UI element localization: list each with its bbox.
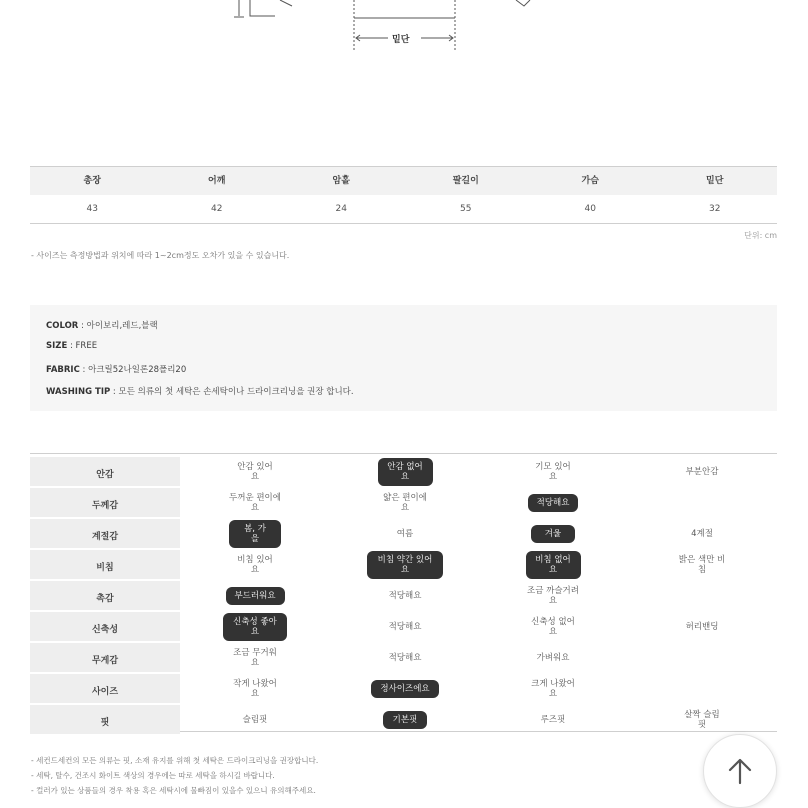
fabric-option: 크게 나왔어 요 xyxy=(531,678,575,699)
fabric-option: 여름 xyxy=(396,528,414,539)
fabric-option-selected: 봄, 가 을 xyxy=(229,520,281,548)
fabric-option-selected: 신축성 좋아 요 xyxy=(223,613,287,641)
size-value-cell: 24 xyxy=(335,204,347,214)
fabric-row-label: 촉감 xyxy=(96,594,114,604)
fabric-option: 루즈핏 xyxy=(540,714,566,725)
fabric-option: 조금 무거워 요 xyxy=(233,647,277,668)
scroll-top-button[interactable] xyxy=(703,734,777,808)
fabric-option: 안감 있어 요 xyxy=(237,461,273,482)
fabric-option: 얇은 편이에 요 xyxy=(383,492,427,513)
info-fabric-value: : 아크릴52나일론28폴리20 xyxy=(79,365,187,375)
fabric-option-selected: 비침 약간 있어 요 xyxy=(367,551,443,579)
info-washing xyxy=(46,385,354,397)
fabric-option: 적당해요 xyxy=(388,590,422,601)
fabric-option-selected: 기본핏 xyxy=(383,711,427,729)
fabric-option: 비침 있어 요 xyxy=(237,554,273,575)
fabric-row-label: 핏 xyxy=(100,718,110,728)
arrow-up-icon xyxy=(727,757,753,785)
care-note: - 컬러가 있는 상품들의 경우 착용 혹은 세탁시에 물빠짐이 있을수 있으니 유의해주세요. xyxy=(31,786,316,795)
care-note: - 세컨드세컨의 모든 의류는 핏, 소재 유지를 위해 첫 세탁은 드라이크리닝을 권장합니다. xyxy=(31,756,319,765)
fabric-option: 슬림핏 xyxy=(242,714,268,725)
info-color xyxy=(46,319,158,331)
fabric-option-selected: 안감 없어 요 xyxy=(378,458,433,486)
fabric-option: 4계절 xyxy=(691,528,713,539)
size-note: - 사이즈는 측정방법과 위치에 따라 1~2cm정도 오차가 있을 수 있습니다. xyxy=(31,251,290,260)
fabric-row-label: 신축성 xyxy=(91,625,119,635)
info-color-label: COLOR xyxy=(46,321,79,331)
info-fabric xyxy=(46,363,186,375)
fabric-row-label: 무게감 xyxy=(91,656,119,666)
info-washing-value: : 모든 의류의 첫 세탁은 손세탁이나 드라이크리닝을 권장 합니다. xyxy=(110,387,354,397)
fabric-row-label: 사이즈 xyxy=(91,687,119,697)
size-value-cell: 40 xyxy=(584,204,596,214)
measurement-diagram xyxy=(0,0,808,60)
fabric-row-label: 비침 xyxy=(96,563,114,573)
unit-label: 단위: cm xyxy=(744,231,777,240)
fabric-option-selected: 부드러워요 xyxy=(226,587,285,605)
fabric-option: 적당해요 xyxy=(388,652,422,663)
fabric-option: 작게 나왔어 요 xyxy=(233,678,277,699)
fabric-option: 두꺼운 편이에 요 xyxy=(229,492,281,513)
size-table-values xyxy=(30,195,777,224)
care-note: - 세탁, 탈수, 건조시 화이트 색상의 경우에는 따로 세탁을 하시길 바랍니다. xyxy=(31,771,275,780)
fabric-option: 살짝 슬림 핏 xyxy=(684,709,720,730)
fabric-option-selected: 정사이즈에요 xyxy=(371,680,439,698)
size-header-cell: 가슴 xyxy=(581,176,599,186)
fabric-row-label: 두께감 xyxy=(91,501,119,511)
size-value-cell: 43 xyxy=(86,204,98,214)
fabric-row-label: 계절감 xyxy=(91,532,119,542)
info-size-value: : FREE xyxy=(67,341,98,351)
size-header-cell: 팔길이 xyxy=(452,176,479,186)
fabric-row-label: 안감 xyxy=(96,470,114,480)
size-header-cell: 어깨 xyxy=(208,176,226,186)
size-header-cell: 암홀 xyxy=(332,176,350,186)
fabric-option-selected: 적당해요 xyxy=(528,494,578,512)
info-size xyxy=(46,341,97,351)
hem-label: 밑단 xyxy=(392,35,410,45)
care-notes xyxy=(31,753,318,798)
fabric-option: 밝은 색만 비 침 xyxy=(678,554,726,575)
fabric-option: 가벼워요 xyxy=(536,652,570,663)
size-header-cell: 총장 xyxy=(83,176,101,186)
fabric-option: 조금 까슬거려 요 xyxy=(527,585,579,606)
fabric-option: 적당해요 xyxy=(388,621,422,632)
fabric-option: 허리밴딩 xyxy=(685,621,719,632)
size-header-cell: 밑단 xyxy=(706,176,724,186)
size-table xyxy=(30,166,777,224)
info-washing-label: WASHING TIP xyxy=(46,387,111,397)
fabric-option: 신축성 없어 요 xyxy=(531,616,575,637)
size-value-cell: 55 xyxy=(460,204,472,214)
info-fabric-label: FABRIC xyxy=(46,365,80,375)
size-value-cell: 42 xyxy=(211,204,223,214)
fabric-option-selected: 겨울 xyxy=(531,525,575,543)
size-value-cell: 32 xyxy=(709,204,721,214)
fabric-option-selected: 비침 없어 요 xyxy=(526,551,581,579)
fabric-option: 기모 있어 요 xyxy=(535,461,571,482)
info-color-value: : 아이보리,레드,블랙 xyxy=(78,321,158,331)
product-info-box xyxy=(30,305,777,411)
fabric-option: 부분안감 xyxy=(685,466,719,477)
info-size-label: SIZE xyxy=(46,341,68,351)
fabric-characteristics-table xyxy=(30,453,777,732)
size-table-header xyxy=(30,166,777,195)
